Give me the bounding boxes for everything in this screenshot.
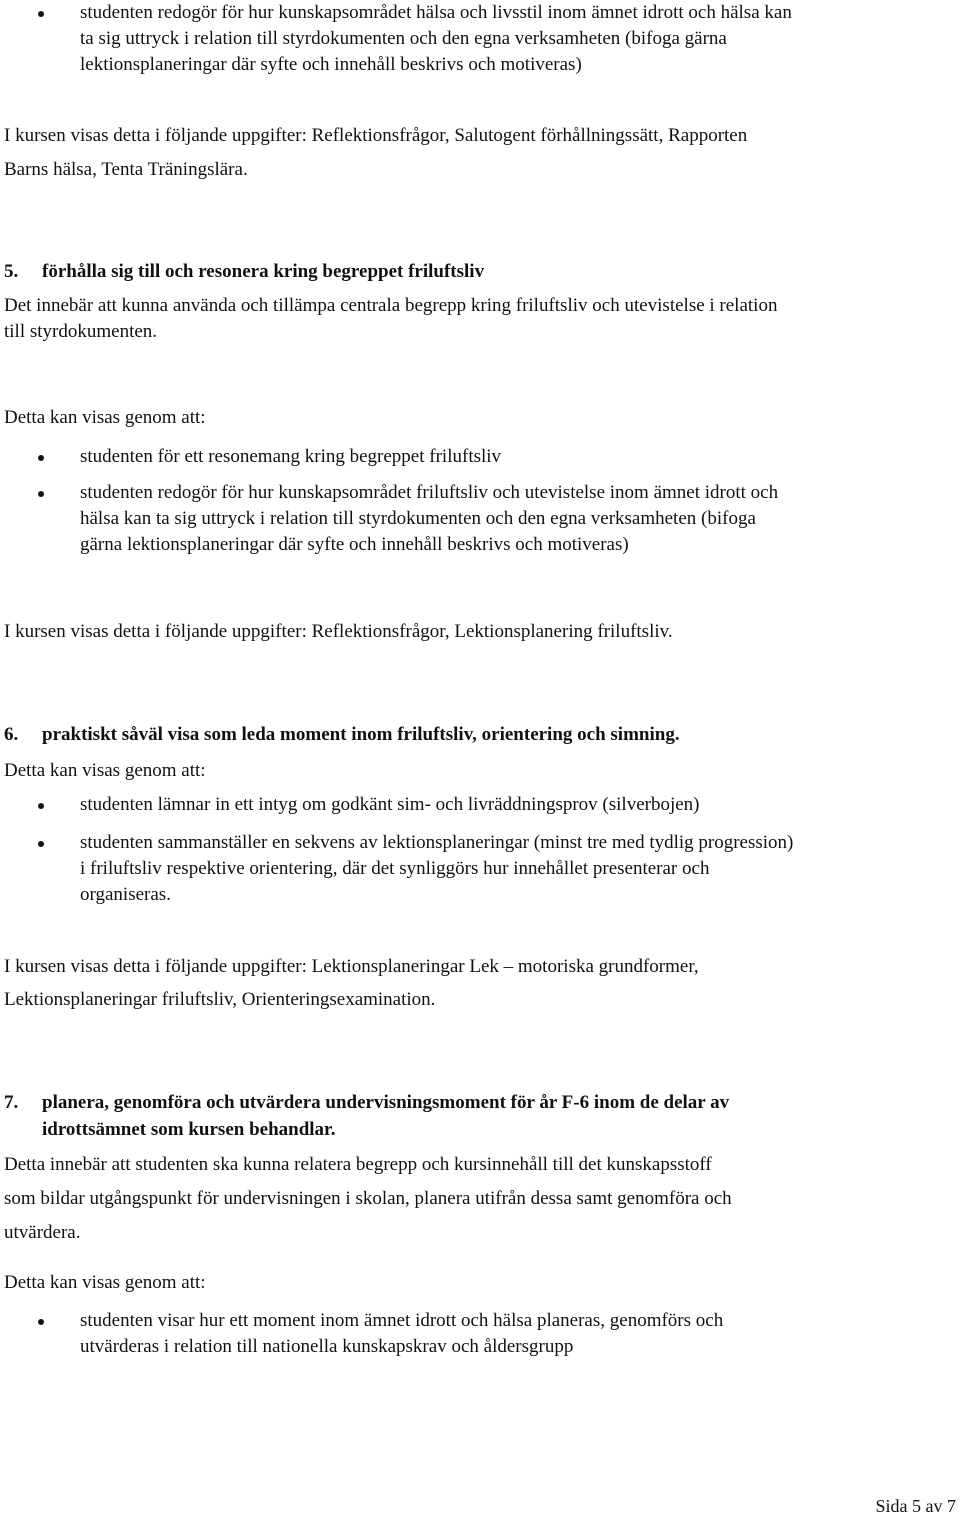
course-note: I kursen visas detta i följande uppgifter: Lektionsplaneringar Lek – motoriska grundformer, (4, 956, 699, 977)
bullet-icon (38, 455, 44, 461)
section-description: Detta innebär att studenten ska kunna relatera begrepp och kursinnehåll till det kunskapsstoff (4, 1154, 712, 1175)
list-item: studenten redogör för hur kunskapsområdet friluftsliv och utevistelse inom ämnet idrott och hälsa kan ta sig uttryck i relation till styrdokumenten och den egna verksamheten (bifoga gärna lektionsplaneringar där syfte och innehåll beskrivs och motiveras) (80, 482, 779, 555)
section-description: utvärdera. (4, 1222, 81, 1243)
course-note: I kursen visas detta i följande uppgifter: Reflektionsfrågor, Salutogent förhållningssätt, Rapporten (4, 125, 748, 146)
section-intro: Detta kan visas genom att: (4, 1272, 206, 1293)
page-number: Sida 5 av 7 (875, 1496, 956, 1516)
list-item: studenten för ett resonemang kring begreppet friluftsliv (80, 446, 502, 467)
section-heading-continued: idrottsämnet som kursen behandlar. (42, 1119, 336, 1140)
bullet-icon (38, 11, 44, 17)
course-note: Lektionsplaneringar friluftsliv, Orienteringsexamination. (4, 989, 436, 1010)
section-heading: 7. planera, genomföra och utvärdera undervisningsmoment för år F-6 inom de delar av (4, 1092, 730, 1113)
bullet-icon (38, 803, 44, 809)
course-note: Barns hälsa, Tenta Träningslära. (4, 159, 248, 180)
section-intro: Detta kan visas genom att: (4, 407, 206, 428)
list-item: studenten sammanställer en sekvens av lektionsplaneringar (minst tre med tydlig progression) i friluftsliv respektive orientering, där det synliggörs hur innehållet presenterar och organiseras. (80, 832, 794, 905)
section-heading: 6. praktiskt såväl visa som leda moment inom friluftsliv, orientering och simning. (4, 724, 680, 745)
course-note: I kursen visas detta i följande uppgifter: Reflektionsfrågor, Lektionsplanering friluftsliv. (4, 621, 673, 642)
list-item: studenten lämnar in ett intyg om godkänt sim- och livräddningsprov (silverbojen) (80, 794, 700, 815)
section-description: till styrdokumenten. (4, 321, 158, 342)
section-heading: 5. förhålla sig till och resonera kring begreppet friluftsliv (4, 261, 485, 282)
section-intro: Detta kan visas genom att: (4, 760, 206, 781)
bullet-icon (38, 1319, 44, 1325)
section-description: Det innebär att kunna använda och tillämpa centrala begrepp kring friluftsliv och utevistelse i relation (4, 295, 778, 316)
bullet-icon (38, 841, 44, 847)
bullet-icon (38, 491, 44, 497)
section-description: som bildar utgångspunkt för undervisningen i skolan, planera utifrån dessa samt genomföra och (4, 1188, 732, 1209)
list-item: studenten visar hur ett moment inom ämnet idrott och hälsa planeras, genomförs och utvärderas i relation till nationella kunskapskrav och åldersgrupp (80, 1310, 724, 1357)
list-item: studenten redogör för hur kunskapsområdet hälsa och livsstil inom ämnet idrott och hälsa kan ta sig uttryck i relation till styrdokumenten och den egna verksamheten (bifoga gärna lektionsplaneringar där syfte och innehåll beskrivs och motiveras) (80, 2, 792, 75)
